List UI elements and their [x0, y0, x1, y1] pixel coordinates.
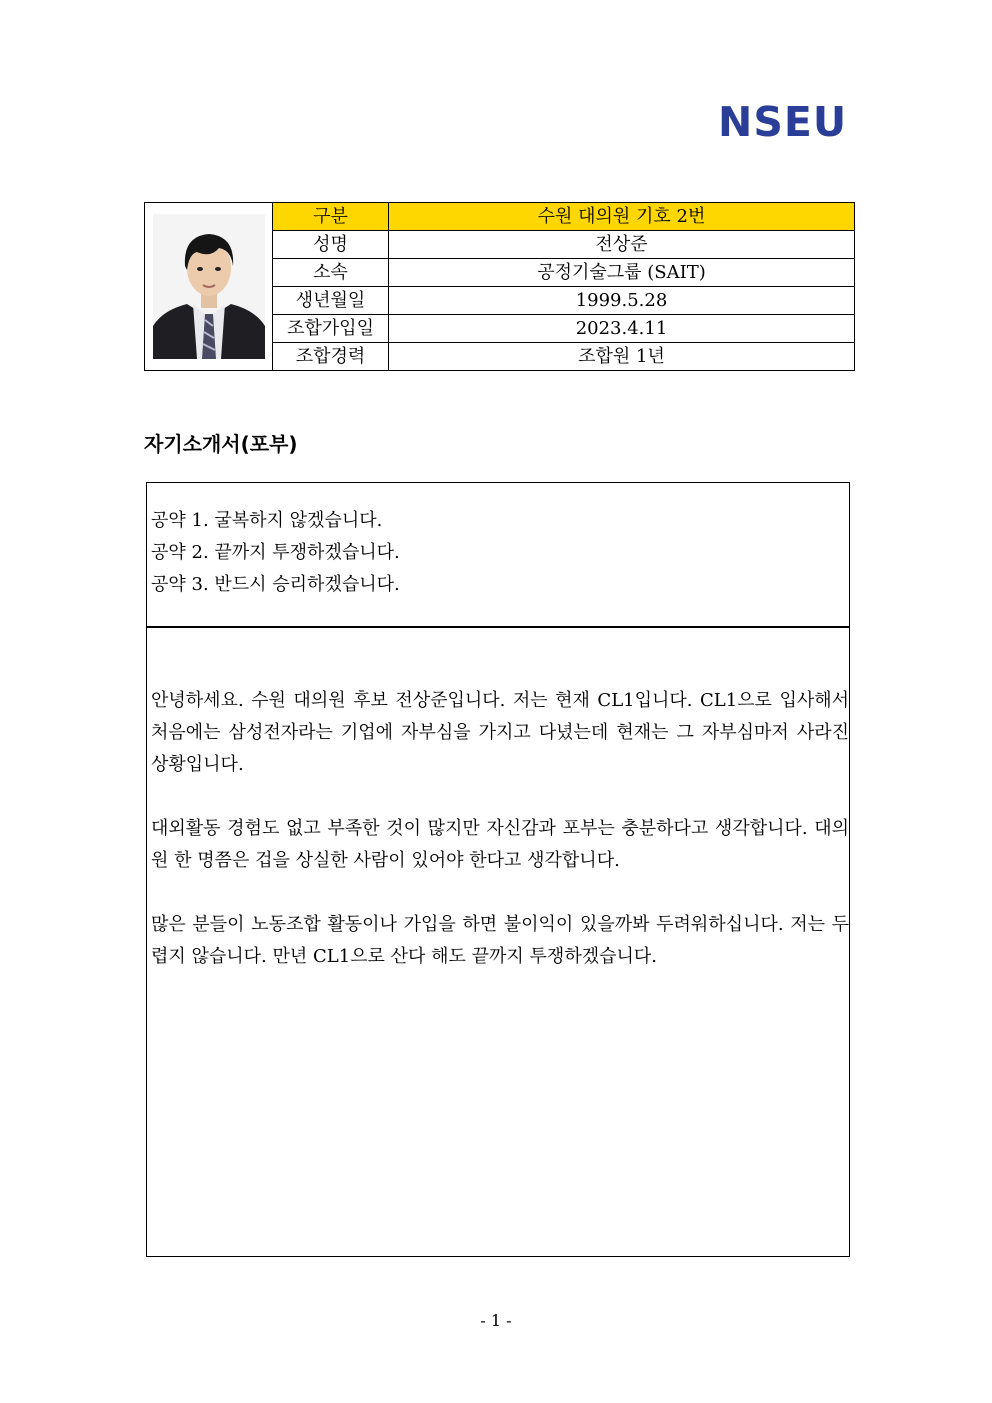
essay-box: [146, 626, 850, 1257]
value-name: 전상준: [389, 231, 855, 259]
pledge-item: 공약 2. 끝까지 투쟁하겠습니다.: [151, 542, 400, 563]
candidate-info-table: [144, 202, 855, 371]
pledge-list: [151, 505, 400, 601]
candidate-photo: [153, 214, 265, 359]
value-birthdate: 1999.5.28: [389, 287, 855, 315]
nseu-logo: NSEU: [718, 98, 848, 146]
label-category: 구분: [273, 203, 389, 231]
essay-paragraph: 대외활동 경험도 없고 부족한 것이 많지만 자신감과 포부는 충분하다고 생각합니다. 대의원 한 명쯤은 겁을 상실한 사람이 있어야 한다고 생각합니다.: [151, 818, 849, 871]
value-join-date: 2023.4.11: [389, 315, 855, 343]
value-affiliation: 공정기술그룹 (SAIT): [389, 259, 855, 287]
label-join-date: 조합가입일: [273, 315, 389, 343]
label-name: 성명: [273, 231, 389, 259]
essay-paragraph: 안녕하세요. 수원 대의원 후보 전상준입니다. 저는 현재 CL1입니다. CL1으로 입사해서 처음에는 삼성전자라는 기업에 자부심을 가지고 다녔는데 현재는 그 자부심마저 사라진 상황입니다.: [151, 690, 849, 775]
label-affiliation: 소속: [273, 259, 389, 287]
info-row-category: [145, 203, 855, 231]
section-title: 자기소개서(포부): [144, 432, 298, 456]
photo-cell: [145, 203, 273, 371]
label-birthdate: 생년월일: [273, 287, 389, 315]
essay-paragraph: 많은 분들이 노동조합 활동이나 가입을 하면 불이익이 있을까봐 두려워하십니다. 저는 두렵지 않습니다. 만년 CL1으로 산다 해도 끝까지 투쟁하겠습니다.: [151, 914, 849, 967]
value-union-career: 조합원 1년: [389, 343, 855, 371]
page-number: - 1 -: [480, 1311, 512, 1330]
pledge-item: 공약 3. 반드시 승리하겠습니다.: [151, 574, 400, 595]
essay-body: [151, 685, 849, 1005]
label-union-career: 조합경력: [273, 343, 389, 371]
value-category: 수원 대의원 기호 2번: [389, 203, 855, 231]
pledges-box: [146, 482, 850, 628]
pledge-item: 공약 1. 굴복하지 않겠습니다.: [151, 510, 383, 531]
